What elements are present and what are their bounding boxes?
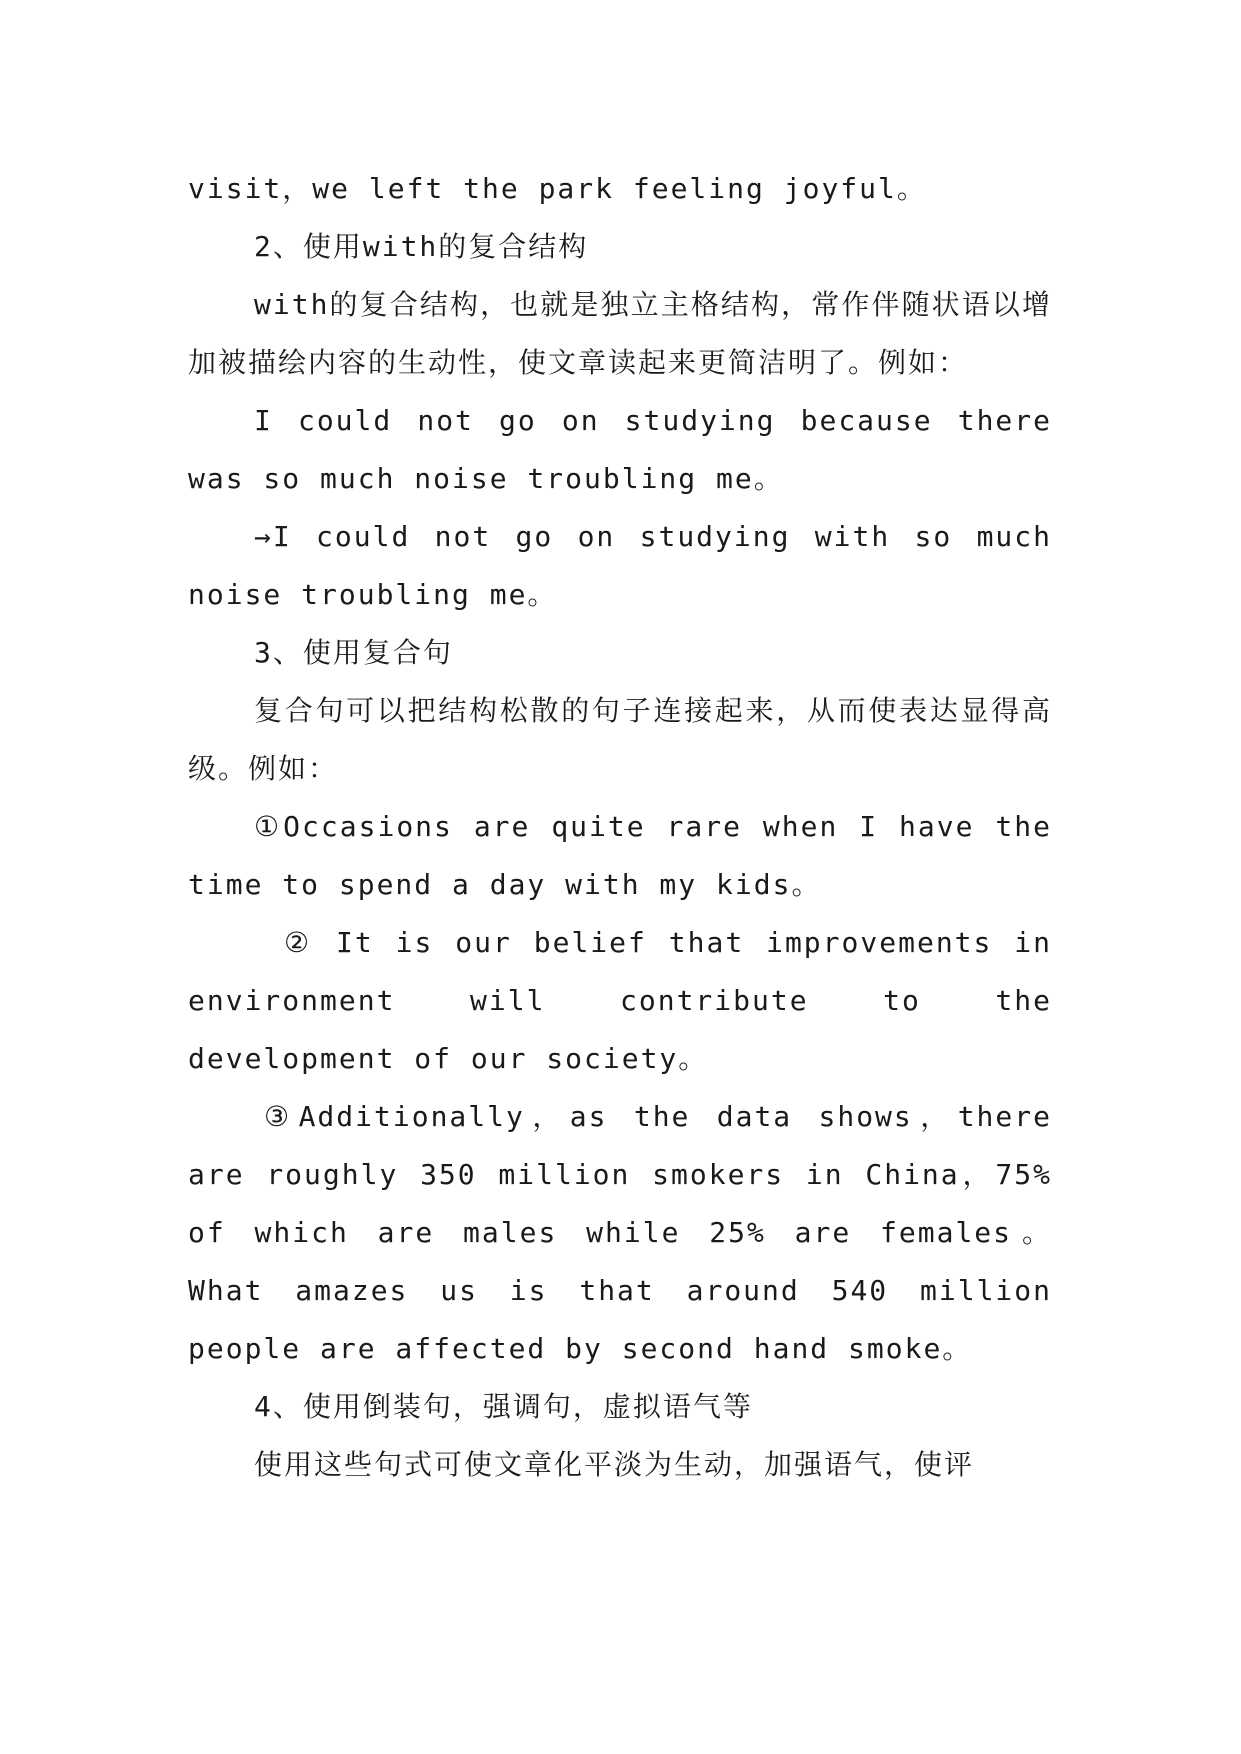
paragraph-inversion-explanation: 使用这些句式可使文章化平淡为生动，加强语气，使评: [254, 1448, 975, 1481]
example-item-3: ③Additionally，as the data shows，there are roughly 350 million smokers in China，75% of which are males while 25% are females。 What amazes us is that around 540 million people are affected by second hand smoke。: [188, 1100, 1052, 1365]
example-sentence-rewritten: →I could not go on studying with so much noise troubling me。: [188, 520, 1052, 611]
paragraph-with-structure-explanation: with的复合结构，也就是独立主格结构，常作伴随状语以增加被描绘内容的生动性，使文章读起来更简洁明了。例如：: [188, 288, 1052, 379]
paragraph-continuation: visit，we left the park feeling joyful。: [188, 172, 927, 205]
section-heading-compound-sentence: 3、使用复合句: [254, 636, 453, 669]
example-item-2: ② It is our belief that improvements in environment will contribute to the development of our society。: [188, 926, 1052, 1075]
example-item-1: ①Occasions are quite rare when I have the time to spend a day with my kids。: [188, 810, 1052, 901]
paragraph-compound-sentence-explanation: 复合句可以把结构松散的句子连接起来，从而使表达显得高级。例如：: [188, 694, 1052, 785]
example-sentence-original: I could not go on studying because there was so much noise troubling me。: [188, 404, 1052, 495]
section-heading-inversion: 4、使用倒装句，强调句，虚拟语气等: [254, 1390, 753, 1423]
section-heading-with-structure: 2、使用with的复合结构: [254, 230, 589, 263]
document-body: [188, 160, 1052, 1494]
